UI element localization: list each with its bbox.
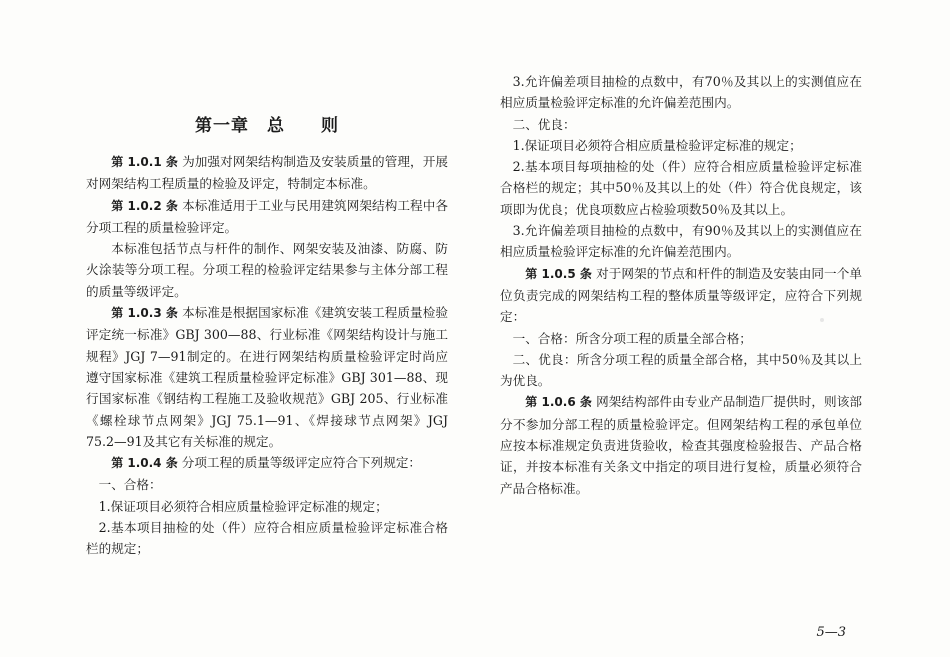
- clause-item-3-excellent: 3.允许偏差项目抽检的点数中，有90％及其以上的实测值应在相应质量检验评定标准的允许偏差范围内。: [500, 223, 862, 260]
- article-1-0-1: [86, 151, 448, 195]
- article-text: 本标准是根据国家标准《建筑安装工程质量检验评定统一标准》GBJ 300—88、行业标准《网架结构设计与施工规程》JGJ 7—91制定的。在进行网架结构质量检验评定时尚应遵守国家标准《建筑工程质量检验评定标准》GBJ 301—88、现行国家标准《钢结构工程施工及验收规范》GBJ 205、行业标准《螺栓球节点网架》JGJ 75.1—91、《焊接球节点网架》JGJ 75.2—91及其它有关标准的规定。: [86, 305, 448, 449]
- article-number: 第 1.0.4 条: [111, 456, 178, 471]
- clause-item-1-excellent: 1.保证项目必须符合相应质量检验评定标准的规定；: [512, 137, 802, 153]
- left-column: [86, 151, 448, 560]
- article-1-0-3: [86, 302, 448, 452]
- clause-excellent: 二、优良：: [512, 116, 576, 132]
- article-1-0-2: [86, 195, 448, 239]
- article-text: 为加强对网架结构制造及安装质量的管理，开展对网架结构工程质量的检验及评定，特制定本标准。: [86, 154, 448, 192]
- article-number: 第 1.0.2 条: [111, 198, 178, 213]
- article-text: 网架结构部件由专业产品制造厂提供时，则该部分不参加分部工程的质量检验评定。但网架结构工程的承包单位应按本标准规定负责进货验收，检查其强度检验报告、产品合格证，并按本标准有关条文中指定的项目进行复检，质量必须符合产品合格标准。: [500, 394, 862, 496]
- clause-overall-excellent: 二、优良：所含分项工程的质量全部合格，其中50％及其以上为优良。: [500, 351, 862, 389]
- article-text: 分项工程的质量等级评定应符合下列规定：: [177, 455, 422, 471]
- article-number: 第 1.0.5 条: [525, 266, 592, 281]
- article-1-0-4: [86, 452, 448, 474]
- clause-item-3: 3.允许偏差项目抽检的点数中，有70％及其以上的实测值应在相应质量检验评定标准的允许偏差范围内。: [500, 74, 862, 111]
- page-number: 5—3: [816, 625, 846, 640]
- article-number: 第 1.0.3 条: [111, 306, 178, 321]
- article-text: 对于网架的节点和杆件的制造及安装由同一个单位负责完成的网架结构工程的整体质量等级评定，应符合下列规定：: [500, 265, 862, 325]
- clause-item-1: 1.保证项目必须符合相应质量检验评定标准的规定；: [98, 498, 388, 514]
- clause-item-2-excellent: 2.基本项目每项抽检的处（件）应符合相应质量检验评定标准合格栏的规定；其中50％及其以上的处（件）符合优良规定，该项即为优良；优良项数应占检验项数50％及其以上。: [500, 159, 862, 217]
- scan-speck: [820, 318, 824, 322]
- article-text: 本标准适用于工业与民用建筑网架结构工程中各分项工程的质量检验评定。: [86, 197, 448, 235]
- article-1-0-6: [500, 391, 862, 498]
- paragraph-scope: 本标准包括节点与杆件的制作、网架安装及油漆、防腐、防火涂装等分项工程。分项工程的检验评定结果参与主体分部工程的质量等级评定。: [86, 241, 448, 299]
- clause-item-2: 2.基本项目抽检的处（件）应符合相应质量检验评定标准合格栏的规定；: [86, 520, 448, 557]
- clause-overall-qualified: 一、合格：所含分项工程的质量全部合格；: [512, 330, 752, 346]
- article-number: 第 1.0.6 条: [525, 395, 592, 410]
- article-number: 第 1.0.1 条: [111, 155, 178, 169]
- article-1-0-5: [500, 263, 862, 328]
- chapter-title: 第一章 总 则: [195, 116, 339, 136]
- right-column: [500, 71, 862, 499]
- clause-qualified: 一、合格：: [98, 477, 162, 493]
